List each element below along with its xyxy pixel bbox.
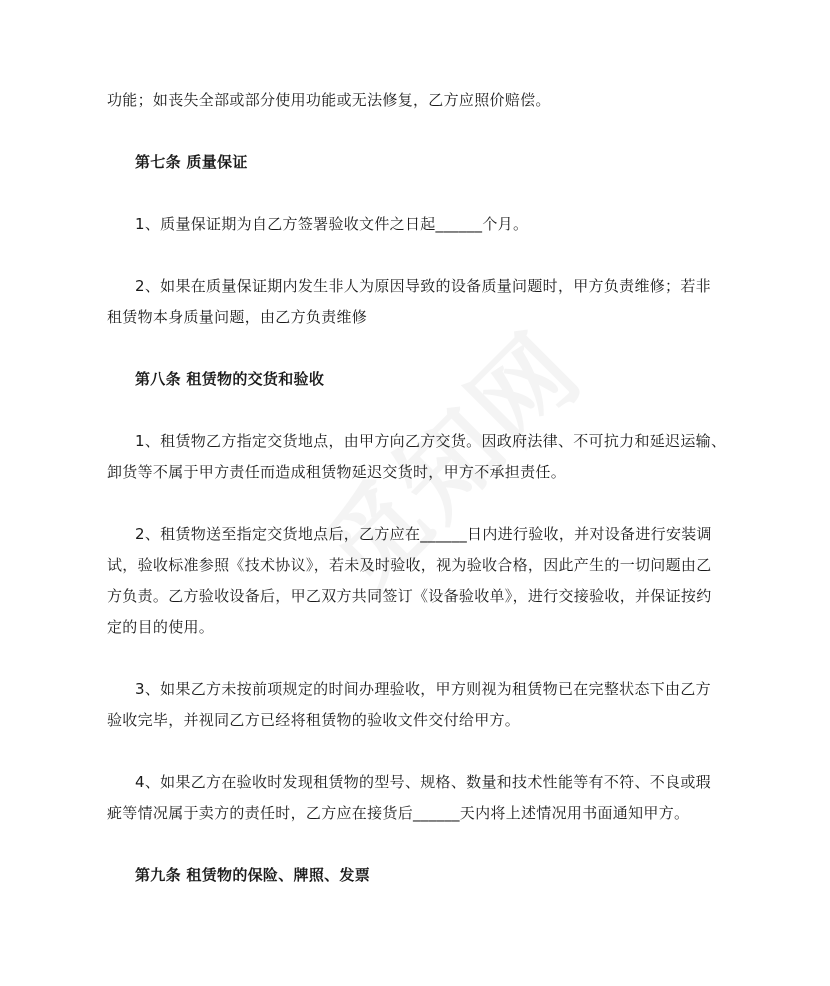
paragraph-line: 4、如果乙方在验收时发现租赁物的型号、规格、数量和技术性能等有不符、不良或瑕 — [135, 773, 711, 791]
paragraph-line: 方负责。乙方验收设备后，甲乙双方共同签订《设备验收单》，进行交接验收，并保证按约 — [107, 587, 712, 605]
paragraph-line: 试，验收标准参照《技术协议》，若未及时验收，视为验收合格，因此产生的一切问题由乙 — [107, 556, 712, 574]
paragraph-line: 2、如果在质量保证期内发生非人为原因导致的设备质量问题时，甲方负责维修；若非 — [135, 277, 711, 295]
section-heading-9: 第九条 租赁物的保险、牌照、发票 — [135, 866, 371, 884]
paragraph-line: 验收完毕，并视同乙方已经将租赁物的验收文件交付给甲方。 — [107, 711, 521, 729]
paragraph-line: 2、租赁物送至指定交货地点后，乙方应在______日内进行验收，并对设备进行安装调 — [135, 525, 712, 543]
paragraph-line: 功能；如丧失全部或部分使用功能或无法修复，乙方应照价赔偿。 — [107, 91, 551, 109]
paragraph-line: 定的目的使用。 — [107, 618, 215, 636]
paragraph-line: 疵等情况属于卖方的责任时，乙方应在接货后______天内将上述情况用书面通知甲方。 — [107, 804, 690, 822]
paragraph-line: 租赁物本身质量问题，由乙方负责维修 — [107, 308, 368, 326]
paragraph-line: 1、质量保证期为自乙方签署验收文件之日起______个月。 — [135, 215, 529, 233]
section-heading-7: 第七条 质量保证 — [135, 153, 248, 171]
section-heading-8: 第八条 租赁物的交货和验收 — [135, 370, 325, 388]
paragraph-line: 3、如果乙方未按前项规定的时间办理验收，甲方则视为租赁物已在完整状态下由乙方 — [135, 680, 711, 698]
paragraph-line: 卸货等不属于甲方责任而造成租赁物延迟交货时，甲方不承担责任。 — [107, 463, 567, 481]
paragraph-line: 1、租赁物乙方指定交货地点，由甲方向乙方交货。因政府法律、不可抗力和延迟运输、 — [135, 432, 727, 450]
